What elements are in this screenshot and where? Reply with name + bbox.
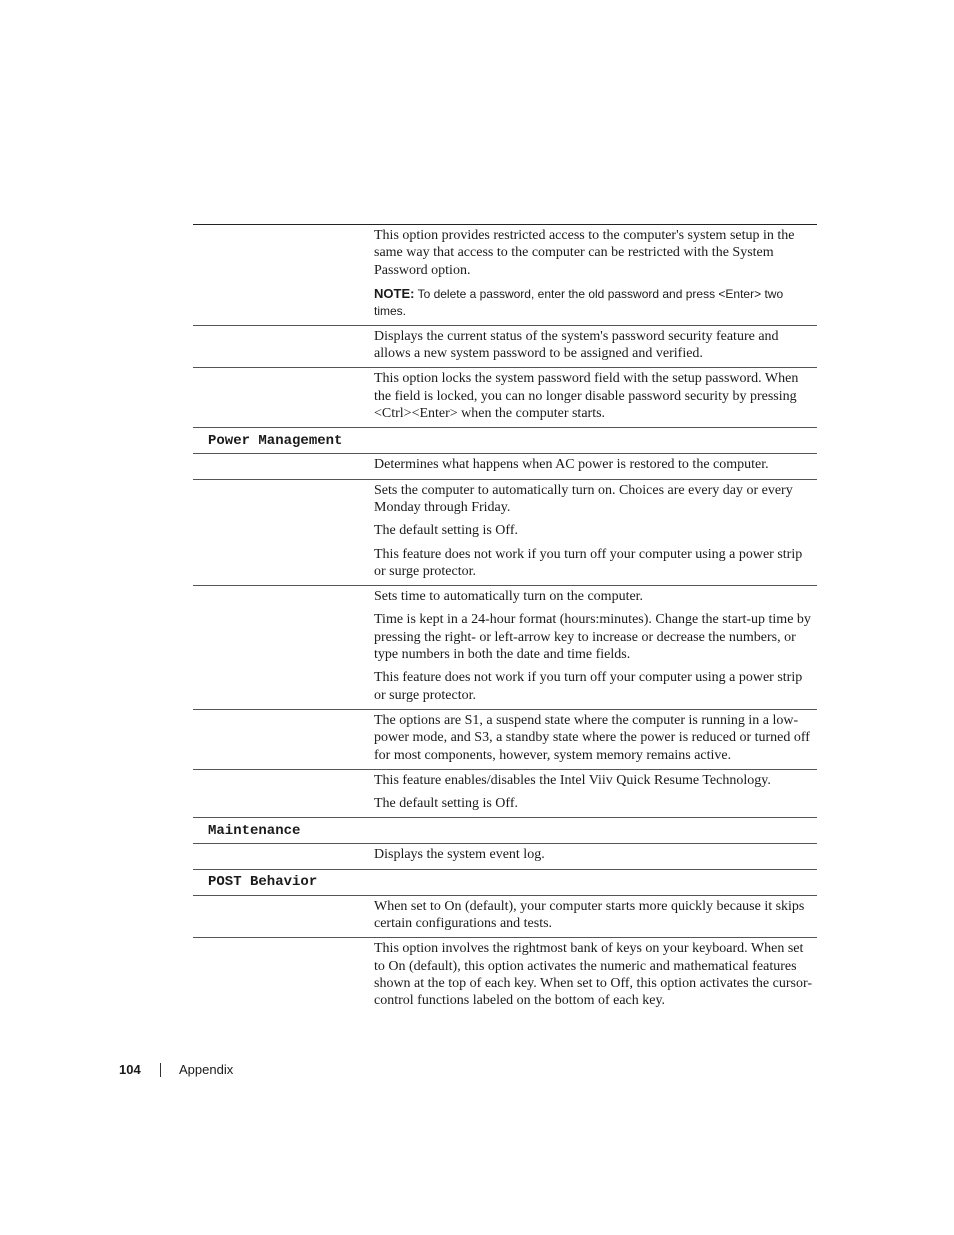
- note-label: NOTE:: [374, 285, 415, 301]
- description-text: This option provides restricted access to the computer's system setup in the same way that access to the computer can be restricted with the System Password option.: [374, 228, 795, 278]
- table-row: [193, 896, 817, 939]
- table-row: [193, 710, 817, 770]
- description-cell: [374, 770, 817, 818]
- table-row: [193, 454, 817, 479]
- table-row: [193, 225, 817, 326]
- description-text: This option locks the system password field with the setup password. When the field is locked, you can no longer disable password security by pressing <Ctrl><Enter> when the computer starts.: [374, 371, 799, 422]
- page-footer: [119, 1062, 234, 1077]
- description-text: This option involves the rightmost bank of keys on your keyboard. When set to On (default), this option activates the numeric and mathematical features shown at the top of each key. When set to Off, this option activates the cursor-control functions labeled on the bottom of each key.: [374, 941, 813, 1009]
- footer-separator: [160, 1063, 161, 1077]
- description-cell: [374, 326, 817, 368]
- description-cell: [374, 225, 817, 325]
- description-cell: [374, 368, 817, 427]
- description-text: This feature does not work if you turn off your computer using a power strip or surge protector.: [374, 546, 803, 579]
- description-cell: [374, 938, 817, 1014]
- description-text: Time is kept in a 24-hour format (hours:minutes). Change the start-up time by pressing the right- or left-arrow key to increase or decrease the numbers, or type numbers in both the date and time fields.: [374, 612, 811, 663]
- note: [374, 285, 817, 320]
- description-cell: [374, 710, 817, 769]
- table-row: [193, 586, 817, 710]
- table-row: [193, 770, 817, 819]
- section-header-post-behavior: POST Behavior: [193, 870, 817, 896]
- description-text: Sets the computer to automatically turn on. Choices are every day or every Monday through Friday.: [374, 482, 793, 515]
- table-row: [193, 480, 817, 586]
- section-header-maintenance: Maintenance: [193, 818, 817, 844]
- description-cell: [374, 454, 817, 478]
- description-cell: [374, 896, 817, 938]
- table-row: [193, 938, 817, 1014]
- note-text: To delete a password, enter the old password and press <Enter> two times.: [374, 286, 784, 318]
- description-text: The default setting is Off.: [374, 796, 518, 812]
- description-text: Determines what happens when AC power is restored to the computer.: [374, 457, 769, 473]
- table-row: [193, 368, 817, 428]
- table-row: [193, 844, 817, 869]
- table-row: [193, 326, 817, 369]
- section-header-power-management: Power Management: [193, 428, 817, 454]
- description-text: The default setting is Off.: [374, 523, 518, 539]
- description-cell: [374, 844, 817, 868]
- description-text: When set to On (default), your computer starts more quickly because it skips certain configurations and tests.: [374, 898, 805, 932]
- settings-table: [193, 224, 817, 1015]
- description-text: This feature enables/disables the Intel Viiv Quick Resume Technology.: [374, 772, 771, 788]
- description-text: Sets time to automatically turn on the computer.: [374, 589, 644, 605]
- description-text: The options are S1, a suspend state where the computer is running in a low-power mode, and S3, a standby state where the power is reduced or turned off for most components, however, system memory remains active.: [374, 712, 810, 763]
- description-text: Displays the system event log.: [374, 847, 545, 863]
- description-text: This feature does not work if you turn off your computer using a power strip or surge protector.: [374, 670, 803, 703]
- description-cell: [374, 586, 817, 709]
- footer-section-title: Appendix: [179, 1062, 234, 1077]
- page-number: 104: [119, 1062, 141, 1077]
- description-text: Displays the current status of the system's password security feature and allows a new system password to be assigned and verified.: [374, 328, 779, 362]
- description-cell: [374, 480, 817, 585]
